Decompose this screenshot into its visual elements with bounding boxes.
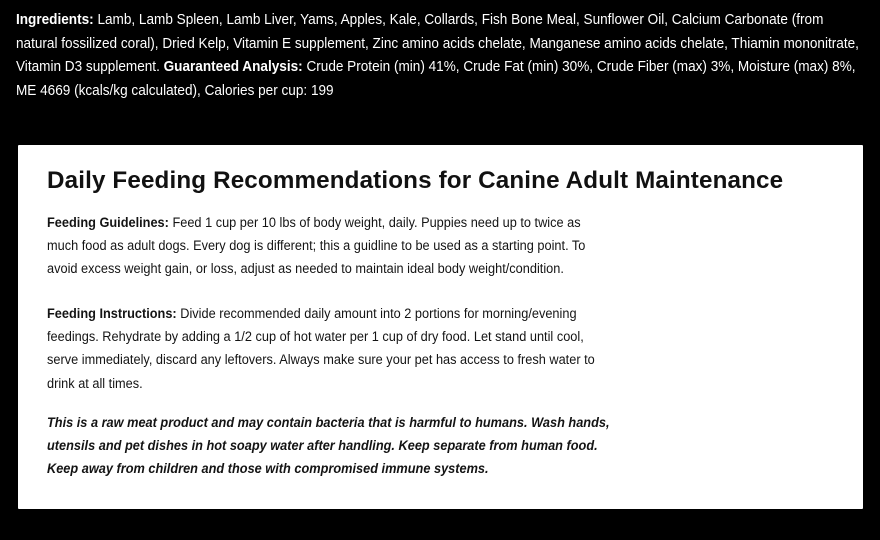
feeding-guidelines-label: Feeding Guidelines:	[47, 214, 169, 230]
feeding-instructions	[47, 302, 608, 395]
feeding-instructions-label: Feeding Instructions:	[47, 305, 177, 321]
ingredients-label: Ingredients:	[16, 12, 94, 28]
safety-warning: This is a raw meat product and may contain bacteria that is harmful to humans. Wash hands, utensils and pet dishes in hot soapy water after handling. Keep separate from human food. Keep away from children and those with compromised immune systems.	[47, 414, 610, 477]
feeding-panel	[18, 145, 863, 509]
feeding-instructions-text: Divide recommended daily amount into 2 portions for morning/evening feedings. Rehydrate by adding a 1/2 cup of hot water per 1 cup of dry food. Let stand until cool, serve immediately, discard any leftovers. Always make sure your pet has access to fresh water to drink at all times.	[47, 305, 595, 391]
feeding-guidelines	[47, 211, 608, 281]
guaranteed-analysis-label: Guaranteed Analysis:	[163, 59, 303, 76]
guaranteed-analysis-text: Crude Protein (min) 41%, Crude Fat (min) 30%, Crude Fiber (max) 3%, Moisture (max) 8%, ME 4669 (kcals/kg calculated), Calories per cup: 199	[16, 59, 856, 99]
ingredients-text: Lamb, Lamb Spleen, Lamb Liver, Yams, Apples, Kale, Collards, Fish Bone Meal, Sunflower Oil, Calcium Carbonate (from natural fossilized coral), Dried Kelp, Vitamin E supplement, Zinc amino acids chelate, Manganese amino acids chelate, Thiamin mononitrate, Vitamin D3 supplement.	[16, 12, 859, 76]
panel-title: Daily Feeding Recommendations for Canine Adult Maintenance	[47, 167, 784, 194]
feeding-guidelines-text: Feed 1 cup per 10 lbs of body weight, daily. Puppies need up to twice as much food as adult dogs. Every dog is different; this a guidline to be used as a starting point. To avoid excess weight gain, or loss, adjust as needed to maintain ideal body weight/condition.	[47, 214, 586, 277]
ingredients-block	[16, 9, 868, 103]
